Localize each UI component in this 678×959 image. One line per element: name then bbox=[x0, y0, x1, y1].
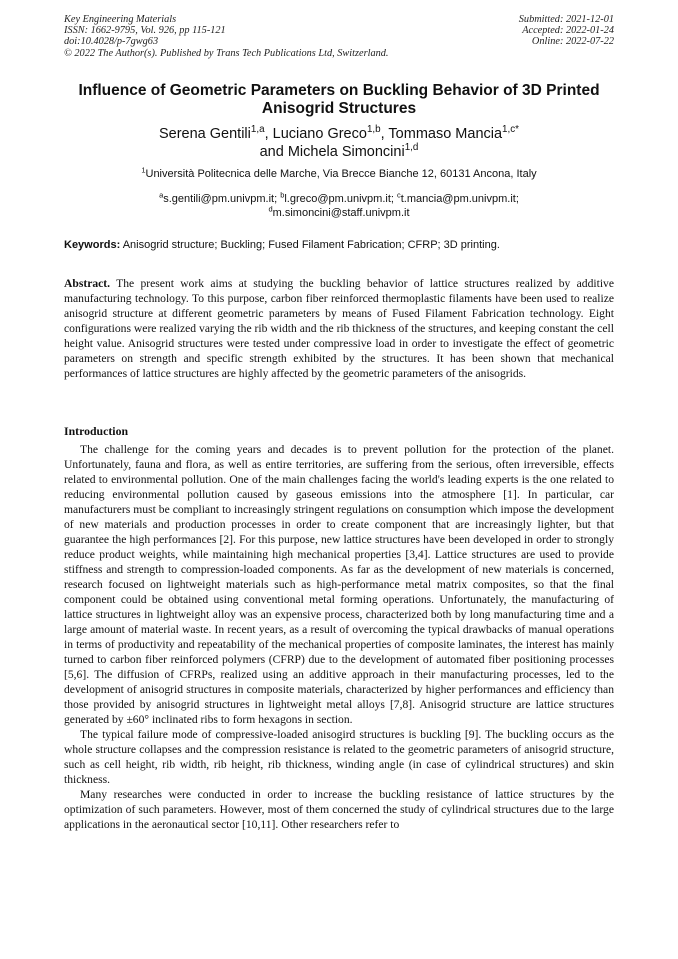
author-and: and bbox=[259, 143, 284, 160]
affiliation-mark: 1 bbox=[141, 165, 146, 175]
journal-name: Key Engineering Materials bbox=[64, 14, 177, 25]
author-affil-mark: 1,a bbox=[250, 124, 265, 136]
affiliation bbox=[40, 165, 638, 181]
keywords bbox=[64, 239, 614, 252]
author-name: Luciano Greco bbox=[272, 126, 367, 142]
affiliation-text: Università Politecnica delle Marche, Via Brecce Bianche 12, 60131 Ancona, Italy bbox=[145, 168, 537, 180]
author-name: Michela Simoncini bbox=[287, 143, 405, 160]
email-link[interactable]: l.greco@pm.univpm.it; bbox=[284, 193, 394, 205]
title-line-2: Anisogrid Structures bbox=[261, 100, 417, 117]
email-mark: a bbox=[159, 190, 164, 200]
copyright-line: © 2022 The Author(s). Published by Trans Tech Publications Ltd, Switzerland. bbox=[64, 47, 389, 59]
abstract-text: The present work aims at studying the buckling behavior of lattice structures realized by additive manufacturing technology. To this purpose, carbon fiber reinforced thermoplastic filaments have been used to realize anisogrid structure at different geometric parameters by means of Fused Filament Fabrication technology. Eight configurations were realized varying the rib width and the rib thickness of the structures, and keeping constant the cell height value. Anisogrid structures were tested under compressive load in order to investigate the effect of geometric parameters on strength and specific strength exhibited by the structures. It has been shown that mechanical performances of lattice structures are highly affected by the geometric parameters of the anisogrids. bbox=[64, 277, 614, 380]
author-name: Tommaso Mancia bbox=[388, 126, 503, 142]
email-link[interactable]: s.gentili@pm.univpm.it; bbox=[163, 193, 278, 205]
keywords-text: Anisogrid structure; Buckling; Fused Filament Fabrication; CFRP; 3D printing. bbox=[122, 239, 500, 251]
introduction-body bbox=[64, 442, 614, 832]
title-line-1: Influence of Geometric Parameters on Buckling Behavior of 3D Printed bbox=[78, 82, 600, 99]
email-link[interactable]: m.simoncini@staff.univpm.it bbox=[272, 206, 410, 219]
email-mark: c bbox=[397, 190, 401, 200]
online-date: Online: 2022-07-22 bbox=[531, 36, 614, 48]
author-separator: , bbox=[380, 126, 389, 142]
paper-title bbox=[40, 82, 638, 118]
author-emails bbox=[40, 190, 638, 220]
intro-paragraph: Many researches were conducted in order to increase the buckling resistance of lattice structures by the optimization of such parameters. However, most of them concerned the study of cylindrical structures due to the large applications in the aeronautical sector [10,11]. Other researchers refer to bbox=[64, 788, 614, 831]
email-mark: d bbox=[268, 203, 273, 213]
submitted-date: Submitted: 2021-12-01 bbox=[518, 14, 614, 25]
journal-issn: ISSN: 1662-9795, Vol. 926, pp 115-121 bbox=[64, 25, 226, 37]
email-mark: b bbox=[280, 190, 285, 200]
intro-paragraph: The challenge for the coming years and decades is to prevent pollution for the protection of the planet. Unfortunately, fauna and flora, as well as entire territories, are suffering from the serious, often irreversible, effects related to environmental pollution. One of the main challenges facing the world's leading experts is the one related to reducing environmental pollution caused by gaseous emissions into the atmosphere [1]. In particular, car manufacturers must be compliant to increasingly stringent regulations on consumption which impose the development of new materials and production processes in order to create component that are increasingly lighter, but that guarantee the high performances [2]. For this purpose, new lattice structures have been developed in order to strongly reduce product weights, while maintaining high mechanical properties [3,4]. Lattice structures are used to provide stiffness and strength to compression-loaded components. As far as the development of new materials is concerned, research focused on lightweight materials such as high-performance metal matrix composites, so that the final component could be obtained using conventional metal forming operations. Unfortunately, the manufacturing of lattice structures in lightweight alloy was an expensive process, characterized both by long manufacturing time and a large amount of material waste. In recent years, as a result of overcoming the typical drawbacks of manual operations in terms of productivity and repeatability of the mechanical properties of composite laminates, the interest has mainly turned to carbon fiber reinforced polymers (CFRP) due to the development of automated fiber positioning processes [5,6]. The diffusion of CFRPs, realized using an additive approach in their manufacturing processes, led to the development of anisogrid structures in composite materials, characterized by higher performances and efficiency than those provided by anisogrid structures in lightweight metal alloys [7,8]. Anisogrid structure are lattice structures generated by ±60° inclinated ribs to form hexagons in section. bbox=[64, 443, 614, 726]
journal-doi[interactable]: doi:10.4028/p-7gwg63 bbox=[64, 36, 159, 48]
author-list bbox=[40, 126, 638, 161]
author-affil-mark: 1,d bbox=[404, 141, 419, 153]
author-separator: , bbox=[264, 126, 273, 142]
keywords-label: Keywords: bbox=[64, 239, 121, 251]
email-link[interactable]: t.mancia@pm.univpm.it; bbox=[400, 193, 519, 205]
author-affil-mark: 1,c* bbox=[502, 124, 520, 136]
accepted-date: Accepted: 2022-01-24 bbox=[522, 25, 614, 37]
abstract-label: Abstract. bbox=[64, 277, 111, 290]
publication-dates bbox=[519, 14, 614, 48]
intro-paragraph: The typical failure mode of compressive-loaded anisogird structures is buckling [9]. The buckling occurs as the whole structure collapses and the compression resistance is related to the geometric parameters of anisogrid structure, such as cell height, rib width, rib height, rib thickness, winding angle (in case of cylindrical structures) and skin thickness. bbox=[64, 728, 614, 786]
author-name: Serena Gentili bbox=[158, 126, 251, 142]
author-affil-mark: 1,b bbox=[366, 124, 381, 136]
abstract bbox=[64, 276, 614, 381]
journal-info bbox=[64, 14, 388, 59]
introduction-heading: Introduction bbox=[64, 424, 129, 438]
